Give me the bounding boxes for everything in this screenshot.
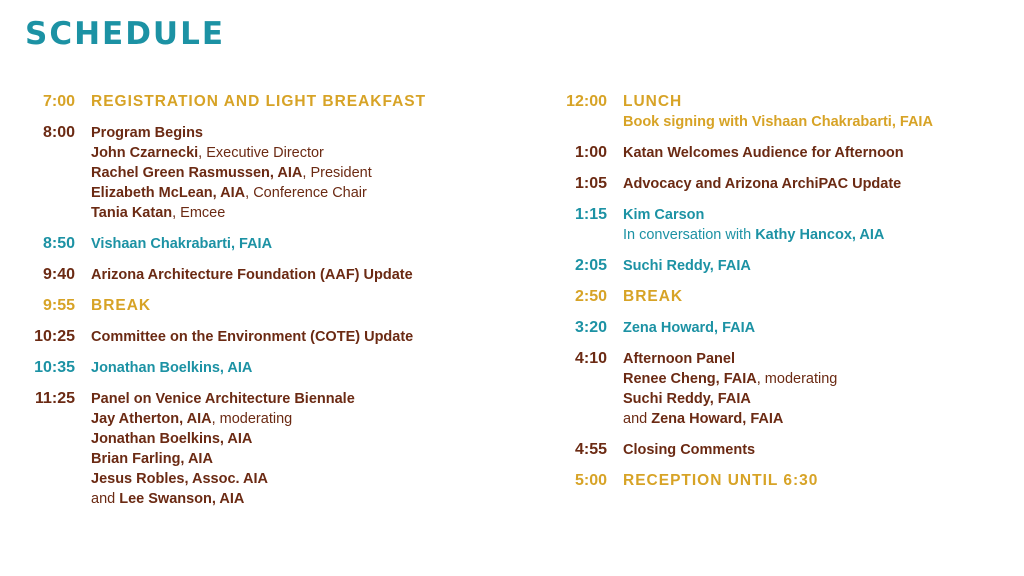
entry-line: [91, 92, 426, 112]
entry-time: 10:35: [34, 359, 75, 376]
schedule-entry: [530, 349, 1024, 429]
schedule-entry: [530, 256, 1024, 276]
entry-details: [75, 92, 426, 112]
entry-text-bold: Kathy Hancox, AIA: [755, 227, 885, 243]
entry-line: [91, 469, 355, 489]
entry-time: 2:05: [574, 257, 607, 274]
entry-time: 1:05: [574, 175, 607, 192]
entry-text-bold: Jesus Robles, Assoc. AIA: [91, 471, 269, 487]
entry-text-bold: Suchi Reddy, FAIA: [623, 258, 751, 274]
entry-line: [91, 409, 355, 429]
entry-details: [607, 287, 683, 307]
entry-line: [623, 256, 751, 276]
entry-time: 10:25: [34, 328, 75, 345]
entry-line: [623, 112, 933, 132]
entry-text-bold: Closing Comments: [623, 442, 756, 458]
entry-line: [91, 163, 372, 183]
entry-text-bold: Zena Howard, FAIA: [651, 411, 784, 427]
entry-line: [91, 296, 151, 316]
schedule-entry: [530, 287, 1024, 307]
entry-text-bold: Vishaan Chakrabarti, FAIA: [91, 236, 273, 252]
entry-details: [607, 471, 818, 491]
entry-line: [623, 349, 837, 369]
entry-text-bold: Jonathan Boelkins, AIA: [91, 360, 253, 376]
schedule-entry: [530, 92, 1024, 132]
entry-time: 9:55: [42, 297, 75, 314]
entry-time: 4:55: [574, 441, 607, 458]
entry-text: and: [91, 491, 120, 507]
schedule-column-right: [530, 92, 1024, 502]
entry-time: 7:00: [42, 93, 75, 110]
entry-text-bold: Zena Howard, FAIA: [623, 320, 756, 336]
entry-text-bold: Rachel Green Rasmussen, AIA: [91, 165, 303, 181]
entry-line: [623, 143, 904, 163]
entry-time: 1:00: [574, 144, 607, 161]
entry-time: 8:00: [42, 124, 75, 141]
entry-details: [607, 143, 904, 163]
entry-text-bold: Katan Welcomes Audience for Afternoon: [623, 145, 904, 161]
entry-line: [623, 205, 884, 225]
entry-line: [623, 287, 683, 307]
schedule-entry: [0, 265, 510, 285]
entry-line: [91, 327, 413, 347]
entry-details: [607, 349, 837, 429]
schedule-column-left: [0, 92, 510, 520]
entry-text: , President: [302, 165, 372, 181]
entry-line: [623, 471, 818, 491]
schedule-entry: [0, 123, 510, 223]
entry-line: [91, 123, 372, 143]
schedule-entry: [530, 143, 1024, 163]
entry-text-bold: Advocacy and Arizona ArchiPAC Update: [623, 176, 902, 192]
entry-details: [75, 296, 151, 316]
entry-time: 3:20: [574, 319, 607, 336]
entry-text-bold: Suchi Reddy, FAIA: [623, 391, 751, 407]
schedule-entry: [530, 440, 1024, 460]
entry-details: [607, 205, 884, 245]
entry-line: [91, 234, 272, 254]
entry-details: [607, 92, 933, 132]
entry-time: 12:00: [566, 93, 607, 110]
entry-text: , Emcee: [172, 205, 226, 221]
entry-line: [91, 429, 355, 449]
entry-text: , Executive Director: [198, 145, 324, 161]
entry-line: [91, 389, 355, 409]
entry-text-bold: Kim Carson: [623, 207, 705, 223]
entry-text-bold: Renee Cheng, FAIA: [623, 371, 757, 387]
entry-line: [91, 489, 355, 509]
entry-text-bold: John Czarnecki: [91, 145, 199, 161]
page-title: SCHEDULE: [25, 16, 226, 52]
entry-details: [75, 265, 413, 285]
entry-text-bold: Tania Katan: [91, 205, 173, 221]
schedule-entry: [0, 234, 510, 254]
entry-text-bold: Elizabeth McLean, AIA: [91, 185, 246, 201]
entry-text-bold: Panel on Venice Architecture Biennale: [91, 391, 355, 407]
entry-time: 11:25: [34, 390, 75, 407]
entry-text-bold: BREAK: [91, 297, 152, 314]
entry-text-bold: RECEPTION UNTIL 6:30: [623, 472, 819, 489]
entry-text-bold: Arizona Architecture Foundation (AAF) Update: [91, 267, 413, 283]
schedule-entry: [530, 174, 1024, 194]
entry-time: 5:00: [574, 472, 607, 489]
entry-text-bold: REGISTRATION AND LIGHT BREAKFAST: [91, 93, 427, 110]
schedule-entry: [530, 318, 1024, 338]
schedule-entry: [0, 389, 510, 509]
entry-time: 8:50: [42, 235, 75, 252]
entry-text-bold: BREAK: [623, 288, 684, 305]
entry-line: [623, 409, 837, 429]
entry-time: 2:50: [574, 288, 607, 305]
entry-text: In conversation with: [623, 227, 756, 243]
entry-line: [623, 369, 837, 389]
entry-time: 9:40: [42, 266, 75, 283]
entry-text: , moderating: [756, 371, 838, 387]
entry-line: [623, 174, 901, 194]
entry-text-bold: Book signing with Vishaan Chakrabarti, FAIA: [623, 114, 933, 130]
entry-details: [607, 440, 755, 460]
entry-text-bold: Lee Swanson, AIA: [119, 491, 245, 507]
entry-line: [623, 92, 933, 112]
entry-text-bold: Jay Atherton, AIA: [91, 411, 212, 427]
entry-details: [607, 174, 901, 194]
entry-details: [75, 234, 272, 254]
entry-line: [623, 225, 884, 245]
entry-text: , moderating: [211, 411, 293, 427]
entry-text: and: [623, 411, 652, 427]
schedule-entry: [530, 471, 1024, 491]
entry-line: [623, 440, 755, 460]
entry-text-bold: Afternoon Panel: [623, 351, 735, 367]
schedule-entry: [0, 327, 510, 347]
entry-time: 4:10: [574, 350, 607, 367]
entry-details: [607, 256, 751, 276]
entry-details: [75, 358, 252, 378]
entry-details: [607, 318, 755, 338]
entry-text: , Conference Chair: [245, 185, 367, 201]
schedule-entry: [0, 358, 510, 378]
entry-line: [623, 318, 755, 338]
schedule-entry: [530, 205, 1024, 245]
entry-line: [91, 183, 372, 203]
schedule-entry: [0, 92, 510, 112]
entry-details: [75, 389, 355, 509]
entry-text-bold: Jonathan Boelkins, AIA: [91, 431, 253, 447]
entry-line: [91, 449, 355, 469]
entry-line: [91, 203, 372, 223]
entry-line: [91, 265, 413, 285]
entry-text-bold: Program Begins: [91, 125, 203, 141]
entry-time: 1:15: [574, 206, 607, 223]
entry-line: [623, 389, 837, 409]
entry-line: [91, 358, 252, 378]
schedule-entry: [0, 296, 510, 316]
entry-text-bold: LUNCH: [623, 93, 683, 110]
entry-details: [75, 123, 372, 223]
entry-text-bold: Brian Farling, AIA: [91, 451, 213, 467]
entry-text-bold: Committee on the Environment (COTE) Update: [91, 329, 414, 345]
entry-details: [75, 327, 413, 347]
entry-line: [91, 143, 372, 163]
